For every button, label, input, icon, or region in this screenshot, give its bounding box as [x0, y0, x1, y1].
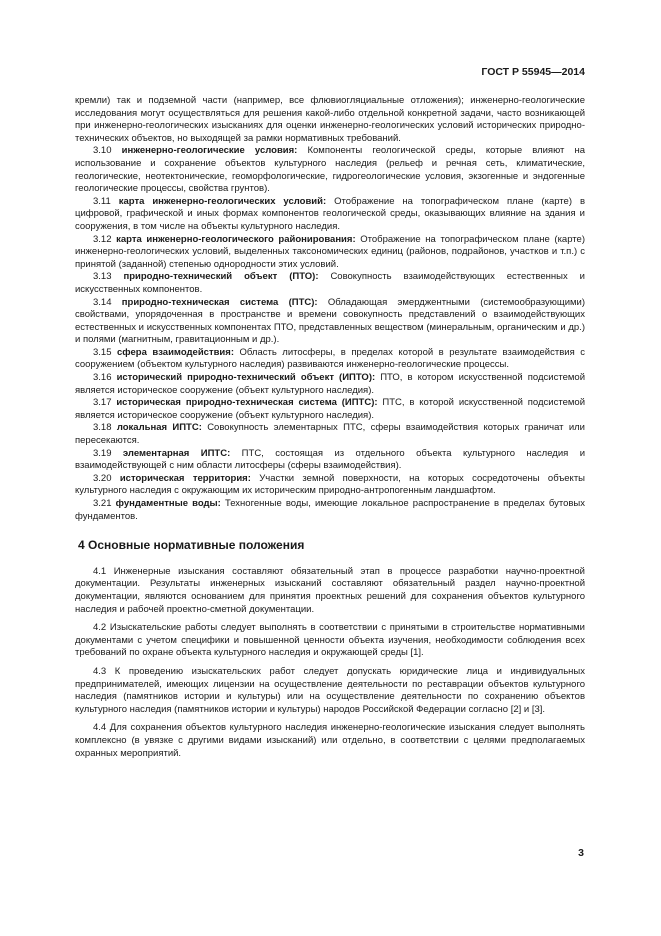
definition-item [75, 196, 585, 234]
definition-item [75, 271, 585, 296]
definition-text: Компоненты геологической среды, которые влияют на использование и сохранение объектов культурного наследия (рельеф и речная сеть, климатические, геологические, неотектонические, геоморфологические, гидрогеологические условия, экзогенные и эндогенные геологические процессы, свойства грунтов). [75, 145, 586, 195]
definition-number: 3.21 [93, 498, 112, 509]
definition-number: 3.11 [93, 195, 111, 207]
definition-text: Обладающая эмерджентными (системообразующими) свойствами, упорядоченная в пространстве и времени совокупность представлений о взаимодействующих естественных и искусственных компонентах ПТО, представленных веществом (минеральным, органическим и др.) и полями (магнитным, гравитационным и др.). [75, 296, 586, 346]
definition-text: Участки земной поверхности, на которых сосредоточены объекты культурного наследия с окружающим их историческим природно-антропогенным ландшафтом. [75, 472, 585, 497]
definition-item [75, 234, 585, 272]
definition-term: карта инженерно-геологических условий: [118, 195, 327, 207]
definition-item [75, 422, 585, 447]
section-paragraph: 4.3 К проведению изыскательских работ следует допускать юридические лица и индивидуальных предпринимателей, имеющих лицензии на осуществление деятельности по реставрации объектов культурного наследия (памятников истории и культуры) или на осуществление деятельности по сохранению объектов культурного наследия (памятников истории и культуры) народов Российской Федерации согласно [2] и [3]. [75, 665, 585, 715]
definition-term: фундаментные воды: [115, 498, 221, 509]
definition-term: историческая территория: [119, 472, 251, 484]
definition-term: инженерно-геологические условия: [121, 145, 298, 157]
definition-item [75, 397, 585, 422]
definitions-list [75, 145, 585, 523]
definition-number: 3.18 [93, 422, 112, 434]
section-paragraph: 4.2 Изыскательские работы следует выполнять в соответствии с принятыми в строительстве нормативными документами с учетом специфики и повышенной ценности объекта изучения, необходимости соблюдения всех требований по охране объекта культурного наследия и окружающей среды [1]. [75, 622, 585, 659]
definition-number: 3.10 [93, 145, 112, 157]
definition-item [75, 498, 585, 523]
definition-term: локальная ИПТС: [116, 422, 202, 434]
definition-text: ПТС, в которой искусственной подсистемой является историческое сооружение (объект культурного наследия). [75, 397, 585, 421]
definition-term: историческая природно-техническая система (ИПТС): [116, 397, 378, 409]
definition-term: элементарная ИПТС: [122, 447, 231, 459]
intro-paragraph: кремли) так и подземной части (например, все флювиогляциальные отложения); инженерно-геологические исследования могут осуществляться для решения какой-либо отдельной конкретной задачи, часто возникающей при инженерно-геологических изысканиях для оценки инженерно-геологических условий исторических природно-технических объектов, но выходящей за рамки нормативных требований. [75, 95, 585, 144]
definition-text: ПТО, в котором искусственной подсистемой является историческое сооружение (объект культурного наследия). [75, 372, 585, 396]
definition-text: Техногенные воды, имеющие локальное распространение в пределах бутовых фундаментов. [75, 498, 585, 522]
definition-item [75, 473, 585, 498]
definition-term: карта инженерно-геологического районирования: [116, 233, 356, 245]
definition-text: Совокупность взаимодействующих естественных и искусственных компонентов. [75, 271, 585, 295]
definition-text: Отображение на топографическом плане (карте) инженерно-геологических условий, выделенных таксономических единиц (районов, подрайонов, участков и т.п.) с принятой (заданной) степенью однородности этих условий. [75, 233, 585, 270]
definition-term: исторический природно-технический объект (ИПТО): [116, 372, 376, 384]
definition-number: 3.14 [93, 296, 112, 308]
definition-text: Совокупность элементарных ПТС, сферы взаимодействия которых граничат или пересекаются. [75, 422, 585, 447]
definition-term: природно-техническая система (ПТС): [121, 296, 318, 308]
definition-term: сфера взаимодействия: [117, 346, 234, 358]
definition-number: 3.16 [93, 372, 112, 384]
definition-item [75, 347, 585, 372]
definition-text: Отображение на топографическом плане (карте) в цифровой, графической и иных формах компонентов геологической среды, оказывающих влияние на здания и сооружения, в том числе на объекты культурного наследия. [75, 195, 585, 232]
section-title: 4 Основные нормативные положения [78, 538, 305, 553]
definition-item [75, 297, 585, 347]
document-body [75, 95, 585, 760]
section-paragraph: 4.1 Инженерные изыскания составляют обязательный этап в процессе разработки научно-проектной документации. Результаты инженерных изысканий составляют обязательный раздел научно-проектной документации, являются основанием для принятия проектных решений для сохранения объектов культурного наследия и рабочей проектно-сметной документации. [75, 565, 585, 615]
definition-text: ПТС, состоящая из отдельного объекта культурного наследия и взаимодействующей с ним области литосферы (сферы взаимодействия). [75, 447, 586, 472]
document-code: ГОСТ Р 55945—2014 [481, 66, 585, 78]
definition-number: 3.20 [93, 472, 112, 484]
section-paragraphs [75, 566, 585, 760]
definition-number: 3.19 [93, 447, 112, 459]
definition-number: 3.15 [93, 346, 112, 358]
definition-item [75, 372, 585, 397]
definition-text: Область литосферы, в пределах которой в результате взаимодействия с сооружением (объектом культурного наследия) развиваются инженерно-геологические процессы. [75, 346, 585, 371]
definition-number: 3.17 [93, 397, 112, 409]
definition-term: природно-технический объект (ПТО): [123, 271, 319, 283]
section-paragraph: 4.4 Для сохранения объектов культурного наследия инженерно-геологические изыскания следует выполнять комплексно (в увязке с другими видами изысканий) или отдельно, в соответствии с целями предполагаемых охранных мероприятий. [75, 722, 585, 759]
definition-number: 3.12 [93, 233, 112, 245]
definition-item [75, 448, 585, 473]
definition-item [75, 145, 585, 195]
page-number: 3 [578, 847, 584, 859]
definition-number: 3.13 [93, 271, 112, 283]
